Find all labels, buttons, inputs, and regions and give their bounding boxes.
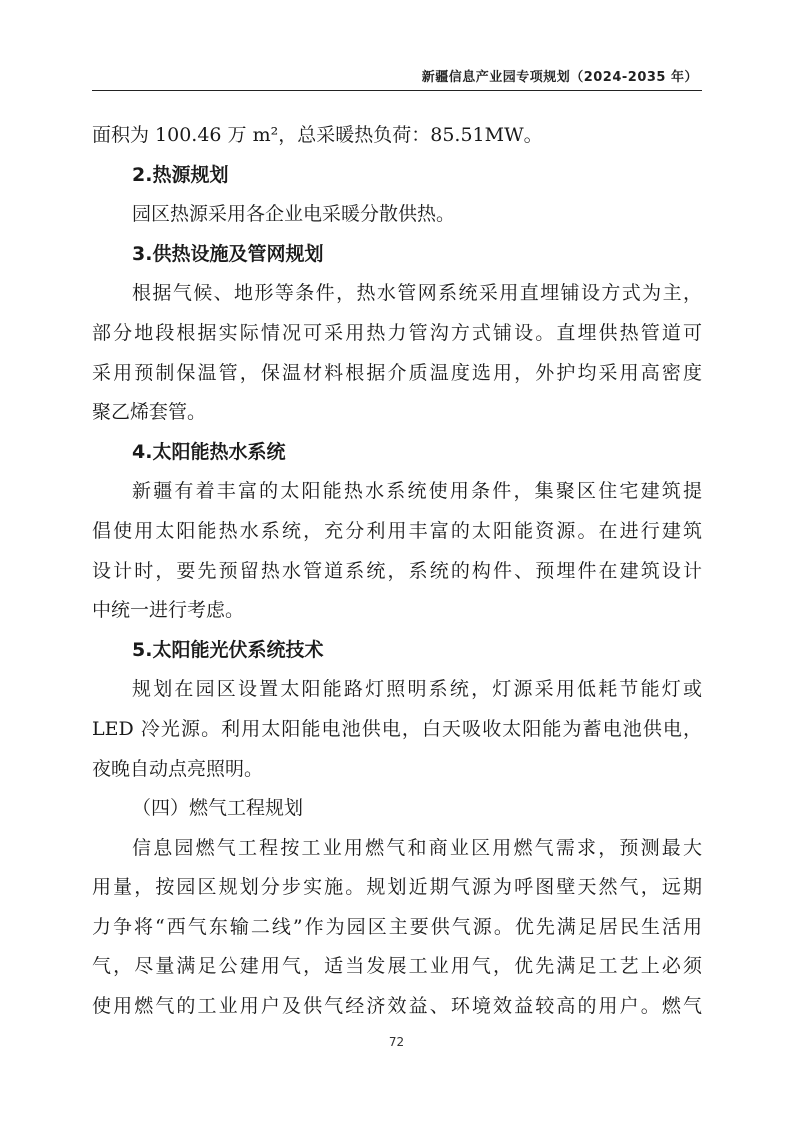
paragraph-line: 使用燃气的工业用户及供气经济效益、环境效益较高的用户。燃气 xyxy=(92,995,702,1018)
page-number: 72 xyxy=(388,1035,405,1049)
paragraph-line: 聚乙烯套管。 xyxy=(92,401,207,424)
paragraph-line: 新疆有着丰富的太阳能热水系统使用条件，集聚区住宅建筑提 xyxy=(132,480,702,503)
paragraph-line: 设计时，要先预留热水管道系统，系统的构件、预埋件在建筑设计 xyxy=(92,559,702,582)
document-title: 新疆信息产业园专项规划（2024-2035 年） xyxy=(421,70,698,85)
paragraph-line: 用量，按园区规划分步实施。规划近期气源为呼图壁天然气，远期 xyxy=(92,876,702,899)
section-heading-heat-source: 2.热源规划 xyxy=(132,163,229,186)
section-heading-heating-network: 3.供热设施及管网规划 xyxy=(132,242,324,265)
paragraph-line: 夜晚自动点亮照明。 xyxy=(92,757,264,780)
paragraph-line: 园区热源采用各企业电采暖分散供热。 xyxy=(132,203,456,226)
paragraph-line: LED 冷光源。利用太阳能电池供电，白天吸收太阳能为蓄电池供电， xyxy=(92,717,702,740)
paragraph-line: 信息园燃气工程按工业用燃气和商业区用燃气需求，预测最大 xyxy=(132,836,702,859)
section-heading-gas: （四）燃气工程规划 xyxy=(132,797,304,820)
section-heading-solar-pv: 5.太阳能光伏系统技术 xyxy=(132,638,324,661)
section-heading-solar-water: 4.太阳能热水系统 xyxy=(132,440,286,463)
paragraph-line: 倡使用太阳能热水系统，充分利用丰富的太阳能资源。在进行建筑 xyxy=(92,519,702,542)
paragraph-line: 气，尽量满足公建用气，适当发展工业用气，优先满足工艺上必须 xyxy=(92,955,702,978)
running-header xyxy=(92,62,702,91)
paragraph-line: 部分地段根据实际情况可采用热力管沟方式铺设。直埋供热管道可 xyxy=(92,321,702,344)
paragraph-line: 规划在园区设置太阳能路灯照明系统，灯源采用低耗节能灯或 xyxy=(132,678,702,701)
paragraph-line: 采用预制保温管，保温材料根据介质温度选用，外护均采用高密度 xyxy=(92,361,702,384)
page-body xyxy=(92,116,702,1027)
paragraph-line: 力争将“西气东输二线”作为园区主要供气源。优先满足居民生活用 xyxy=(92,915,702,938)
paragraph-line: 中统一进行考虑。 xyxy=(92,599,245,622)
paragraph-line: 根据气候、地形等条件，热水管网系统采用直埋铺设方式为主， xyxy=(132,282,702,305)
paragraph-line: 面积为 100.46 万 m²，总采暖热负荷：85.51MW。 xyxy=(92,124,543,146)
